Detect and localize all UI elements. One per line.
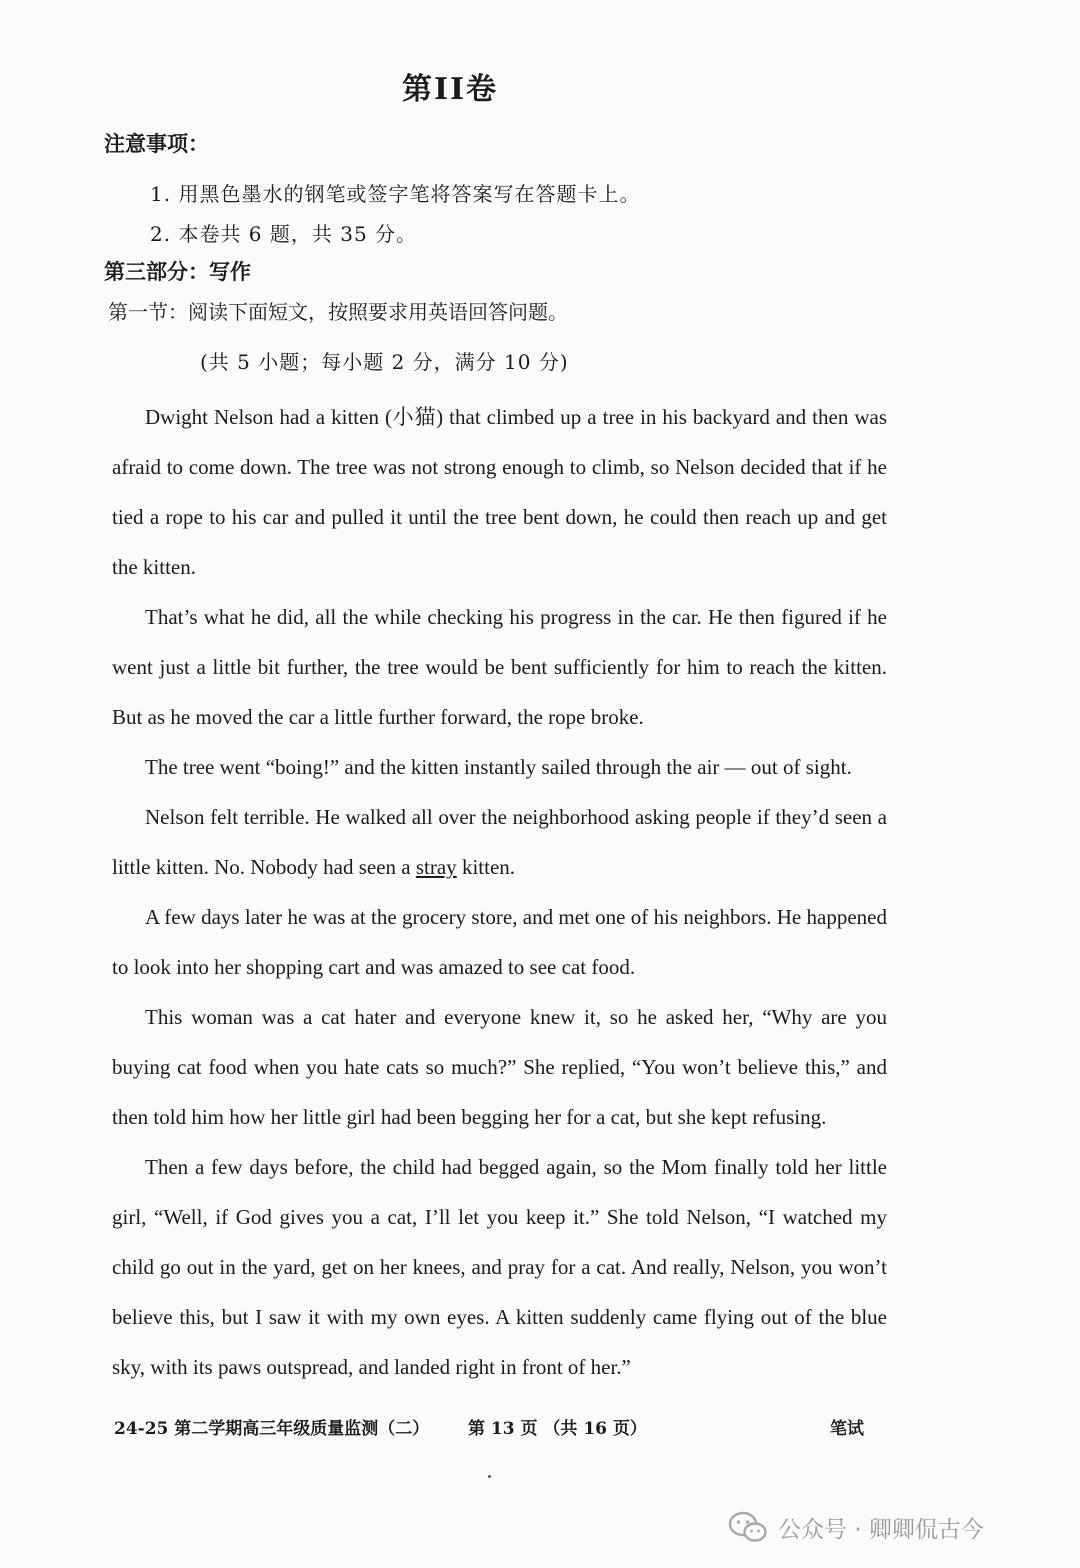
passage-paragraph-5: A few days later he was at the grocery store, and met one of his neighbors. He happened to look into her shopping cart and was amazed to see cat food. bbox=[112, 905, 887, 979]
section-title: 第II卷 bbox=[401, 72, 499, 107]
part-heading: 第三部分：写作 bbox=[104, 259, 251, 284]
section-instruction: 第一节：阅读下面短文，按照要求用英语回答问题。 bbox=[108, 300, 568, 324]
passage-paragraph-1: Dwight Nelson had a kitten (小猫) that climbed up a tree in his backyard and then was afraid to come down. The tree was not strong enough to climb, so Nelson decided that if he tied a rope to his car and pulled it until the tree bent down, he could then reach up and get the kitten. bbox=[112, 405, 887, 579]
watermark-text: 公众号 · 卿卿侃古今 bbox=[778, 1516, 984, 1543]
paragraph-text: kitten. bbox=[456, 855, 516, 879]
wechat-icon bbox=[728, 1511, 768, 1543]
passage-paragraph-3: The tree went “boing!” and the kitten instantly sailed through the air — out of sight. bbox=[145, 755, 852, 779]
stray-mark bbox=[488, 1475, 491, 1478]
note-item-1: 1. 用黑色墨水的钢笔或签字笔将答案写在答题卡上。 bbox=[150, 182, 641, 206]
watermark bbox=[728, 1505, 984, 1549]
note-item-2: 2. 本卷共 6 题，共 35 分。 bbox=[150, 222, 418, 246]
reading-passage bbox=[112, 392, 887, 1392]
notes-heading: 注意事项： bbox=[104, 131, 209, 156]
score-note: (共 5 小题；每小题 2 分，满分 10 分) bbox=[200, 350, 569, 374]
paragraph-text: Nelson felt terrible. He walked all over the neighborhood asking people if they’d seen a little kitten. No. Nobody had seen a bbox=[112, 805, 887, 879]
passage-paragraph-2: That’s what he did, all the while checking his progress in the car. He then figured if he went just a little bit further, the tree would be bent sufficiently for him to reach the kitten. But as he moved the car a little further forward, the rope broke. bbox=[112, 605, 887, 729]
passage-paragraph-7: Then a few days before, the child had begged again, so the Mom finally told her little girl, “Well, if God gives you a cat, I’ll let you keep it.” She told Nelson, “I watched my child go out in the yard, get on her knees, and pray for a cat. And really, Nelson, you won’t believe this, but I saw it with my own eyes. A kitten suddenly came flying out of the blue sky, with its paws outspread, and landed right in front of her.” bbox=[112, 1155, 887, 1379]
footer-page-info: 第 13 页 （共 16 页） bbox=[468, 1419, 647, 1439]
footer-exam-type: 笔试 bbox=[830, 1419, 864, 1439]
passage-paragraph-4 bbox=[112, 792, 887, 892]
footer-exam-name: 24-25 第二学期高三年级质量监测（二） bbox=[114, 1419, 430, 1439]
underlined-word: stray bbox=[415, 855, 457, 879]
passage-paragraph-6: This woman was a cat hater and everyone knew it, so he asked her, “Why are you buying cat food when you hate cats so much?” She replied, “You won’t believe this,” and then told him how her little girl had been begging her for a cat, but she kept refusing. bbox=[112, 1005, 887, 1129]
